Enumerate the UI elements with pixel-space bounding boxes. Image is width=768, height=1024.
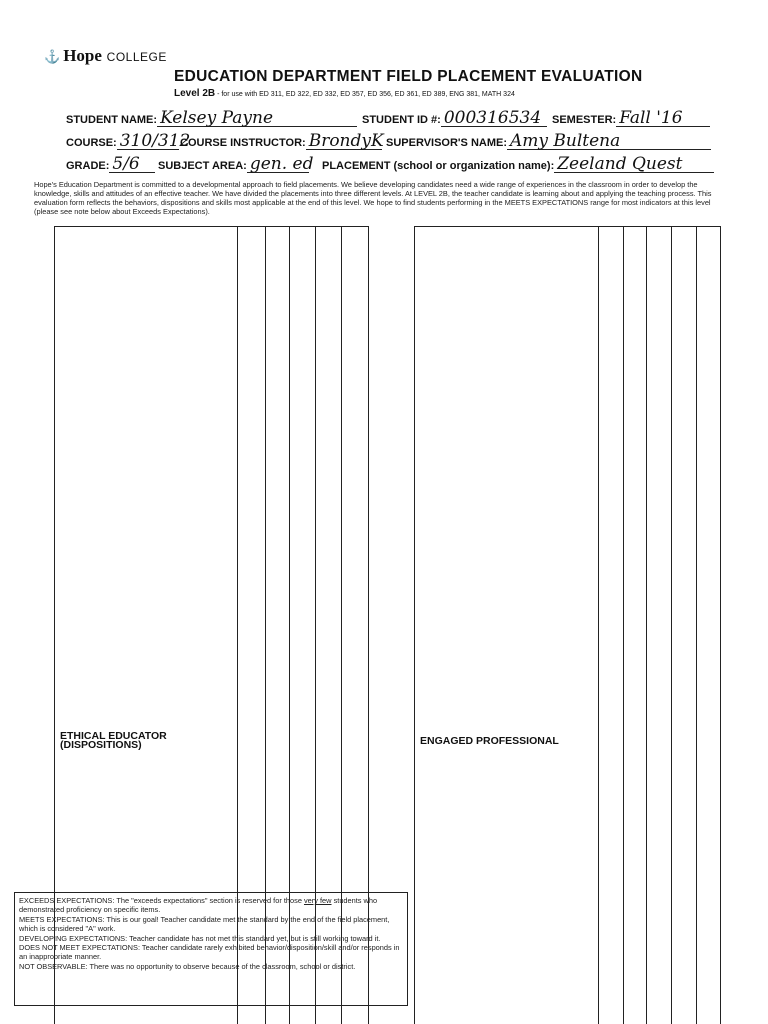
level-note: - for use with ED 311, ED 322, ED 332, ED 357, ED 356, ED 361, ED 389, ENG 381, MATH 324 (215, 91, 515, 98)
legend-developing: DEVELOPING EXPECTATIONS: Teacher candidate has not met this standard yet, but is still working toward it. (19, 933, 381, 943)
right-evaluation-table (414, 226, 721, 1024)
course-field[interactable]: 310/312 (117, 133, 179, 150)
grade-field[interactable]: 5/6 (109, 156, 155, 173)
subject-row (158, 154, 314, 174)
level-main: Level 2B (174, 88, 216, 99)
column-header (624, 227, 647, 1024)
logo-hope: Hope (63, 46, 102, 65)
anchor-icon: ⚓ (44, 49, 61, 64)
placement-field[interactable]: Zeeland Quest (554, 156, 714, 173)
column-header-text (655, 229, 663, 1024)
section-title: ENGAGED PROFESSIONAL (415, 227, 599, 1024)
column-header (599, 227, 624, 1024)
placement-label: PLACEMENT (school or organization name): (322, 160, 555, 172)
column-header-text (607, 229, 615, 1024)
course-instructor-field[interactable]: BrondyK (306, 133, 382, 150)
logo-college: COLLEGE (106, 50, 167, 64)
course-instructor-label: COURSE INSTRUCTOR: (180, 137, 306, 149)
column-header (697, 227, 721, 1024)
subject-field[interactable]: gen. ed (247, 156, 309, 173)
course-label: COURSE: (66, 137, 117, 149)
legend-exceeds-underlined: very few (303, 896, 332, 905)
grade-row (66, 156, 155, 173)
semester-row (552, 110, 710, 127)
legend-exceeds-b: students who demonstrated proficiency on specific items. (19, 896, 378, 915)
legend-exceeds (19, 896, 403, 915)
supervisor-row (386, 133, 711, 150)
semester-field[interactable]: Fall '16 (616, 110, 710, 127)
section-title: ETHICAL EDUCATOR (DISPOSITIONS) (55, 227, 238, 1024)
column-header (672, 227, 697, 1024)
column-header (647, 227, 672, 1024)
grade-label: GRADE: (66, 160, 110, 172)
column-header-text (680, 229, 688, 1024)
level-line (174, 88, 515, 99)
hope-college-logo (44, 46, 167, 66)
section-header-row (415, 227, 721, 1024)
student-name-field[interactable]: Kelsey Payne (157, 110, 357, 127)
subject-label: SUBJECT AREA: (158, 160, 247, 172)
student-id-row (362, 110, 547, 127)
legend-meets: MEETS EXPECTATIONS: This is our goal! Teacher candidate met the standard by the end of the field placement, which is considered "A" work. (19, 914, 390, 934)
page-title: EDUCATION DEPARTMENT FIELD PLACEMENT EVALUATION (174, 68, 643, 85)
legend-box (14, 892, 408, 1006)
semester-label: SEMESTER: (552, 114, 617, 126)
course-row (66, 131, 191, 151)
legend-does-not-meet: DOES NOT MEET EXPECTATIONS: Teacher candidate rarely exhibited behavior/disposition/skill and/or responds in an inappropriate manner. (19, 943, 400, 962)
student-id-field[interactable]: 000316534 (441, 110, 547, 127)
student-id-label: STUDENT ID #: (362, 114, 441, 126)
placement-row (322, 156, 714, 173)
supervisor-label: SUPERVISOR'S NAME: (386, 137, 507, 149)
course-instructor-row (180, 133, 382, 150)
student-name-row (66, 110, 357, 127)
column-header-text (705, 229, 713, 1024)
student-name-label: STUDENT NAME: (66, 114, 158, 126)
intro-paragraph: Hope's Education Department is committed to a developmental approach to field placements. We believe developing candidates need a wide range of experiences in the classroom in order to develop the knowledge, skills and attitudes of an effective teacher. We have divided the placements into three different levels. At LEVEL 2B, the teacher candidate is learning about and applying the teaching process. This evaluation form reflects the behaviors, dispositions and skills most applicable at the end of this level. We hope to find students performing in the MEETS EXPECTATIONS range for most indicators at this level (please see note below about Exceeds Expectations). (34, 180, 712, 217)
column-header-text (631, 229, 639, 1024)
supervisor-field[interactable]: Amy Bultena (507, 133, 711, 150)
legend-exceeds-a: EXCEEDS EXPECTATIONS: The "exceeds expectations" section is reserved for those (19, 896, 304, 905)
legend-not-observable: NOT OBSERVABLE: There was no opportunity to observe because of the classroom, school or district. (19, 961, 356, 971)
